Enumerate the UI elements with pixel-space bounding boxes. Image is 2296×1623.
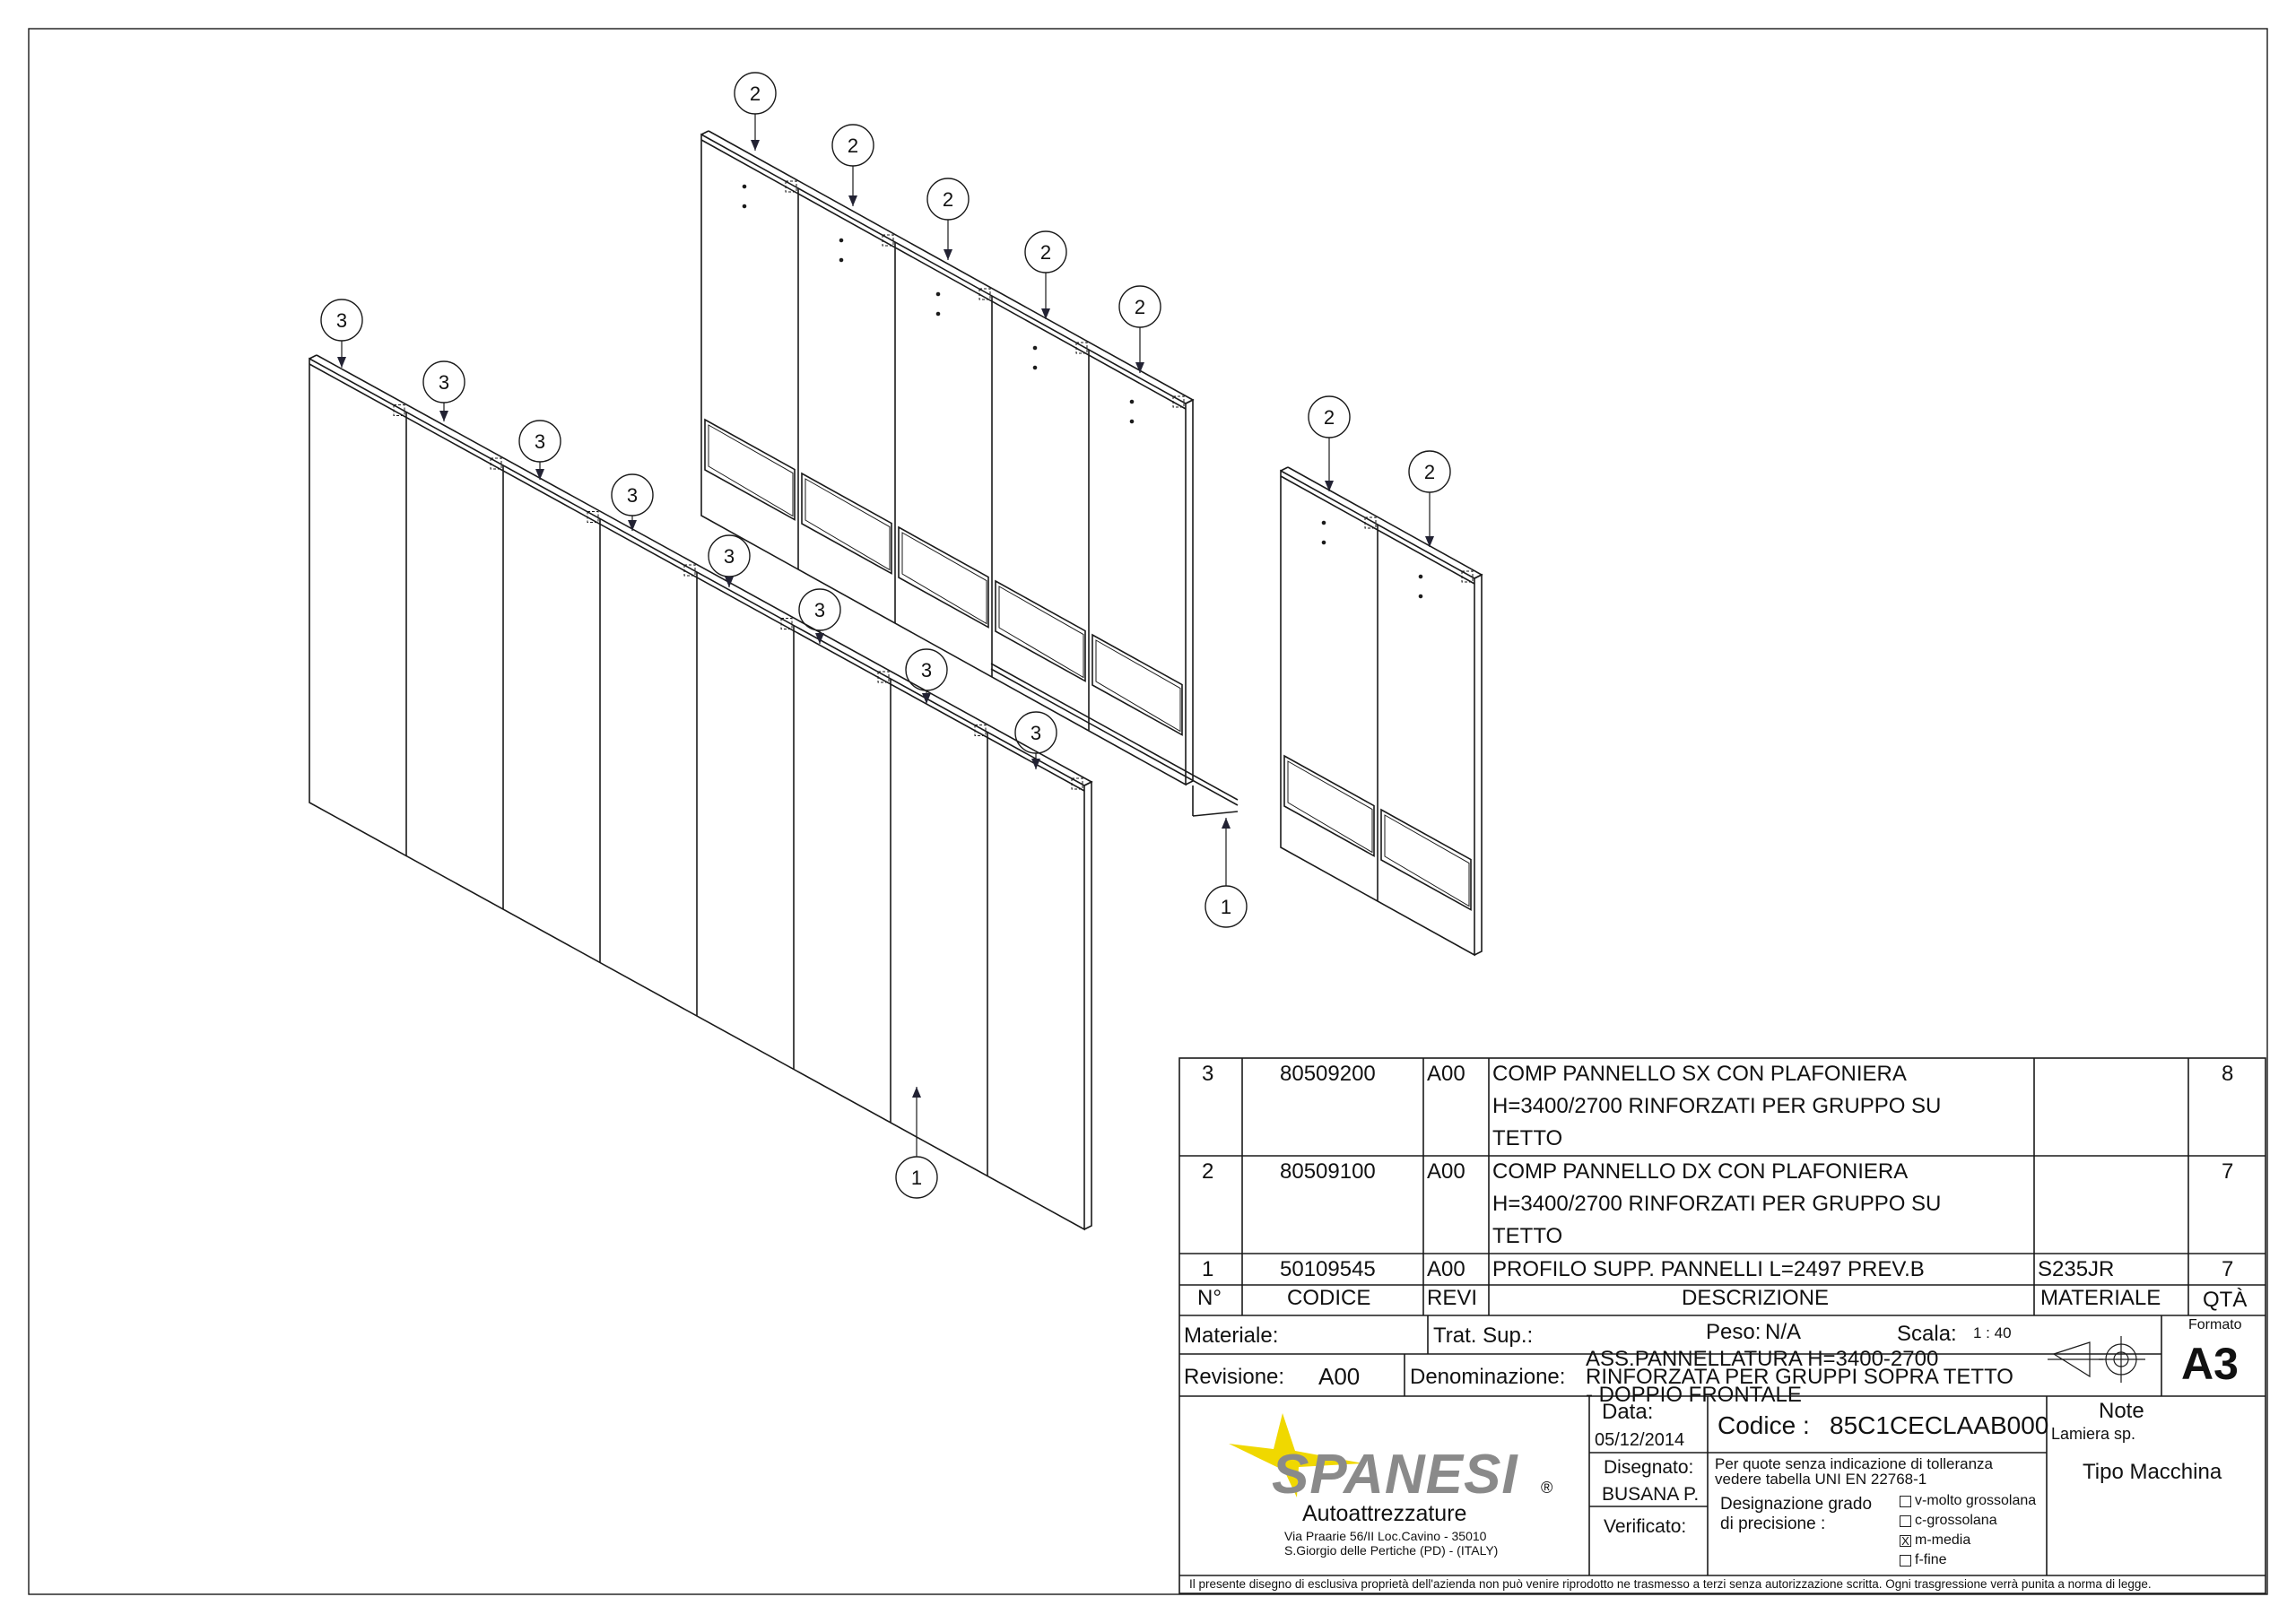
designazione-line-1: Designazione grado: [1720, 1495, 1873, 1514]
disegnato-label: Disegnato:: [1604, 1457, 1694, 1478]
header-n: N°: [1197, 1286, 1222, 1310]
note-label: Note: [2099, 1399, 2144, 1423]
designazione-line-2: di precisione :: [1720, 1515, 1826, 1533]
denominazione-label: Denominazione:: [1410, 1365, 1566, 1389]
peso-value: N/A: [1765, 1320, 1802, 1344]
bom-row-description: COMP PANNELLO DX CON PLAFONIERA: [1492, 1159, 1909, 1184]
balloon-label: 3: [438, 371, 450, 394]
formato-label: Formato: [2188, 1317, 2242, 1332]
company-subtitle: Autoattrezzature: [1302, 1501, 1467, 1526]
bom-row-codice: 80509100: [1280, 1159, 1376, 1184]
balloon-label: 3: [920, 659, 933, 681]
balloon-label: 3: [534, 430, 546, 453]
bom-row-description: COMP PANNELLO SX CON PLAFONIERA: [1492, 1062, 1907, 1086]
trat-sup-label: Trat. Sup.:: [1433, 1324, 1534, 1348]
balloon-label: 2: [1134, 296, 1146, 318]
tolleranza-line-1: Per quote senza indicazione di tolleranza: [1715, 1455, 1993, 1472]
balloon-label: 1: [910, 1167, 923, 1189]
precision-checkbox[interactable]: [1900, 1555, 1911, 1567]
balloon-label: 2: [1423, 461, 1436, 483]
denominazione-line-2: RINFORZATA PER GRUPPI SOPRA TETTO: [1586, 1365, 2013, 1389]
precision-checkbox[interactable]: [1900, 1515, 1911, 1527]
formato-value: A3: [2181, 1339, 2239, 1389]
header-descrizione: DESCRIZIONE: [1682, 1286, 1830, 1310]
bom-row-description: H=3400/2700 RINFORZATI PER GRUPPO SU: [1492, 1094, 1942, 1118]
denominazione-line-1: ASS.PANNELLATURA H=3400-2700: [1586, 1347, 1939, 1371]
lamiera-label: Lamiera sp.: [2051, 1425, 2136, 1443]
header-revi: REVI: [1427, 1286, 1478, 1310]
balloon-label: 3: [335, 309, 348, 332]
tipo-macchina-label: Tipo Macchina: [2083, 1460, 2222, 1484]
balloon-label: 3: [626, 484, 639, 507]
bom-row-codice: 80509200: [1280, 1062, 1376, 1086]
disegnato-value: BUSANA P.: [1602, 1484, 1700, 1505]
registered-mark: ®: [1541, 1479, 1553, 1497]
tolleranza-line-2: vedere tabella UNI EN 22768-1: [1715, 1471, 1927, 1488]
precision-option-label: f-fine: [1915, 1552, 1947, 1567]
precision-option-label: m-media: [1915, 1532, 1971, 1548]
company-name: SPANESI: [1272, 1444, 1518, 1506]
bom-row-materiale: S235JR: [2038, 1257, 2115, 1281]
revisione-value: A00: [1318, 1363, 1361, 1390]
bom-row-n: 1: [1202, 1257, 1214, 1281]
company-address-2: S.Giorgio delle Pertiche (PD) - (ITALY): [1284, 1543, 1499, 1558]
precision-option-label: c-grossolana: [1915, 1513, 1997, 1528]
bom-row-revi: A00: [1427, 1159, 1465, 1184]
bom-row-description: TETTO: [1492, 1224, 1563, 1248]
balloon-label: 2: [1039, 241, 1052, 264]
bom-row-codice: 50109545: [1280, 1257, 1376, 1281]
balloon-label: 1: [1220, 896, 1232, 918]
bom-row-n: 3: [1202, 1062, 1214, 1086]
bom-row-revi: A00: [1427, 1257, 1465, 1281]
bom-row-qta: 7: [2222, 1257, 2234, 1281]
balloon-label: 2: [847, 135, 859, 157]
header-materiale: MATERIALE: [2040, 1286, 2161, 1310]
balloon-label: 3: [813, 599, 826, 621]
bom-row-qta: 8: [2222, 1062, 2234, 1086]
header-qta: QTÀ: [2203, 1288, 2248, 1312]
balloon-label: 3: [1030, 722, 1042, 744]
bom-row-n: 2: [1202, 1159, 1214, 1184]
data-label: Data:: [1602, 1400, 1654, 1424]
balloon-label: 2: [749, 82, 761, 105]
precision-checkbox[interactable]: [1900, 1496, 1911, 1507]
codice-value: 85C1CECLAAB000: [1830, 1411, 2049, 1439]
peso-label: Peso:: [1706, 1320, 1761, 1344]
bom-row-description: H=3400/2700 RINFORZATI PER GRUPPO SU: [1492, 1192, 1942, 1216]
bom-row-description: TETTO: [1492, 1126, 1563, 1150]
bom-row-description: PROFILO SUPP. PANNELLI L=2497 PREV.B: [1492, 1257, 1925, 1281]
scala-value: 1 : 40: [1973, 1324, 2012, 1341]
materiale-label: Materiale:: [1184, 1324, 1279, 1348]
header-codice: CODICE: [1287, 1286, 1371, 1310]
revisione-label: Revisione:: [1184, 1365, 1285, 1389]
balloon-label: 2: [942, 188, 954, 211]
balloon-label: 3: [723, 545, 735, 568]
verificato-label: Verificato:: [1604, 1516, 1687, 1537]
codice-label: Codice :: [1718, 1411, 1810, 1439]
scala-label: Scala:: [1897, 1322, 1957, 1346]
precision-checkbox[interactable]: X: [1900, 1535, 1911, 1547]
data-value: 05/12/2014: [1595, 1430, 1685, 1450]
bom-row-qta: 7: [2222, 1159, 2234, 1184]
denominazione-line-3: - DOPPIO FRONTALE: [1586, 1383, 1802, 1407]
precision-option-label: v-molto grossolana: [1915, 1493, 2037, 1508]
balloon-label: 2: [1323, 406, 1335, 429]
company-address-1: Via Praarie 56/II Loc.Cavino - 35010: [1284, 1529, 1487, 1543]
projection-symbol-icon: [2048, 1336, 2145, 1383]
bom-row-revi: A00: [1427, 1062, 1465, 1086]
footer-disclaimer: Il presente disegno di esclusiva proprietà dell'azienda non può venire riprodotto ne trasmesso a terzi senza autorizzazione scritta. Ogni trasgressione verrà punita a norma di legge.: [1189, 1577, 2152, 1591]
